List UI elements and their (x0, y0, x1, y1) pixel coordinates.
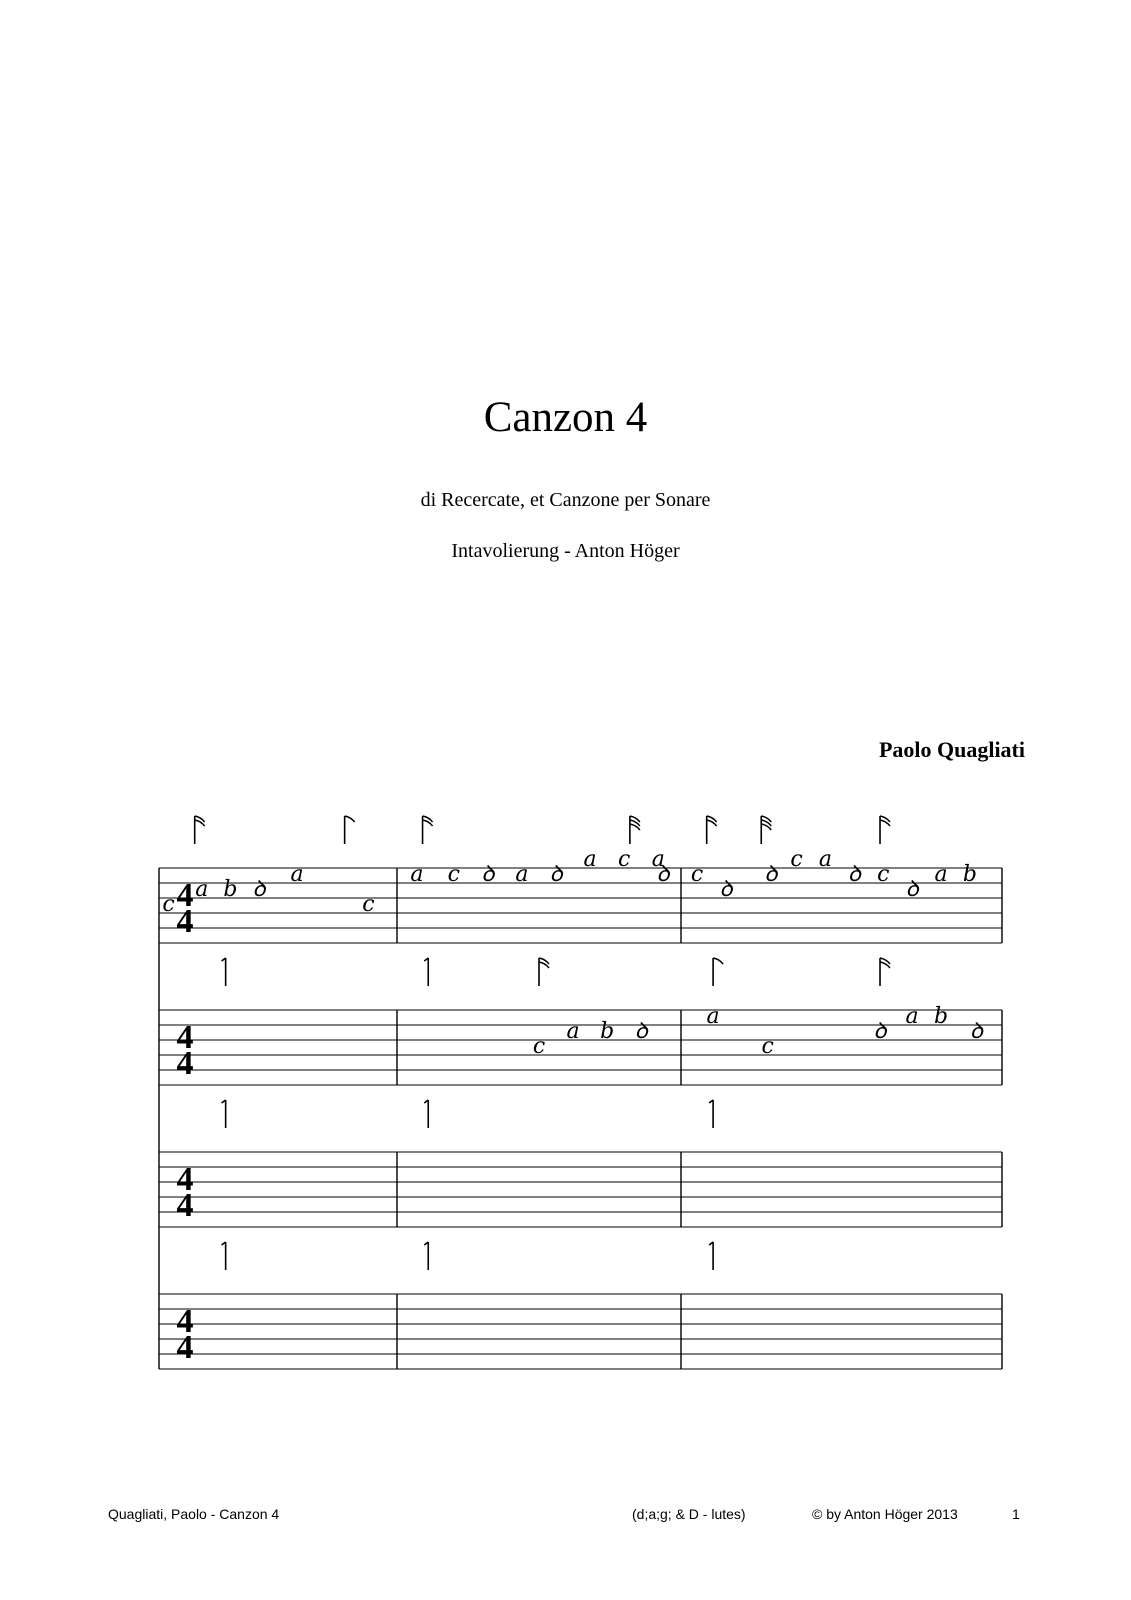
tab-letter: ꝺ (656, 862, 670, 887)
footer-instrument: (d;a;g; & D - lutes) (632, 1506, 746, 1522)
tab-letter: a (583, 847, 597, 872)
time-signature-bottom: 4 (176, 1187, 194, 1224)
tab-letter: a (566, 1019, 580, 1044)
tab-letter: a (290, 862, 304, 887)
footer-copyright: © by Anton Höger 2013 (812, 1506, 958, 1522)
tab-letter: b (962, 862, 977, 887)
time-signature-top: 4 (176, 877, 194, 914)
tab-letter: b (933, 1004, 949, 1029)
tab-letter: ꝺ (719, 877, 733, 902)
source-subtitle: di Recercate, et Canzone per Sonare (420, 489, 711, 511)
tab-letter: a (934, 862, 948, 887)
page-title: Canzon 4 (483, 394, 648, 441)
tab-letter: c (690, 862, 704, 887)
time-signature-top: 4 (176, 1161, 194, 1198)
tab-letter: a (818, 847, 833, 872)
tab-letter: a (706, 1004, 720, 1029)
tab-letter: ꝺ (764, 862, 778, 887)
tab-letter: a (651, 847, 665, 872)
time-signature-bottom: 4 (176, 1329, 194, 1366)
tab-letter: a (515, 862, 529, 887)
tab-letter: b (600, 1019, 615, 1044)
tab-letter: ꝺ (549, 862, 563, 887)
tab-letter: c (877, 862, 890, 887)
tab-letter: ꝺ (252, 877, 266, 902)
rhythm-flag (713, 958, 723, 964)
tab-letter: ꝺ (847, 862, 861, 887)
time-signature-top: 4 (176, 1303, 194, 1340)
time-signature-bottom: 4 (176, 1045, 194, 1082)
tab-letter: ꝺ (481, 862, 495, 887)
tab-letter: a (195, 877, 209, 902)
tab-letter: c (447, 862, 460, 887)
tab-letter: ꝺ (873, 1019, 887, 1044)
tab-letter: b (223, 877, 238, 902)
time-signature-top: 4 (176, 1019, 194, 1056)
tab-letter: c (618, 847, 631, 872)
arranger-credit: Intavolierung - Anton Höger (451, 540, 680, 562)
tab-letter: ꝺ (634, 1019, 648, 1044)
footer-page-number: 1 (1012, 1506, 1020, 1522)
tab-letter: ꝺ (969, 1019, 983, 1044)
composer-name: Paolo Quagliati (878, 737, 1025, 762)
tab-letter: a (905, 1004, 919, 1029)
time-signature-bottom: 4 (176, 903, 194, 940)
footer-title: Quagliati, Paolo - Canzon 4 (108, 1506, 280, 1522)
tab-letter: c (162, 892, 175, 917)
tab-letter: c (790, 847, 803, 872)
rhythm-flag (345, 816, 355, 822)
tab-letter: c (761, 1034, 774, 1059)
tab-letter: c (532, 1034, 546, 1059)
tab-letter: a (410, 862, 424, 887)
tab-letter: c (362, 892, 375, 917)
tab-letter: ꝺ (905, 877, 919, 902)
